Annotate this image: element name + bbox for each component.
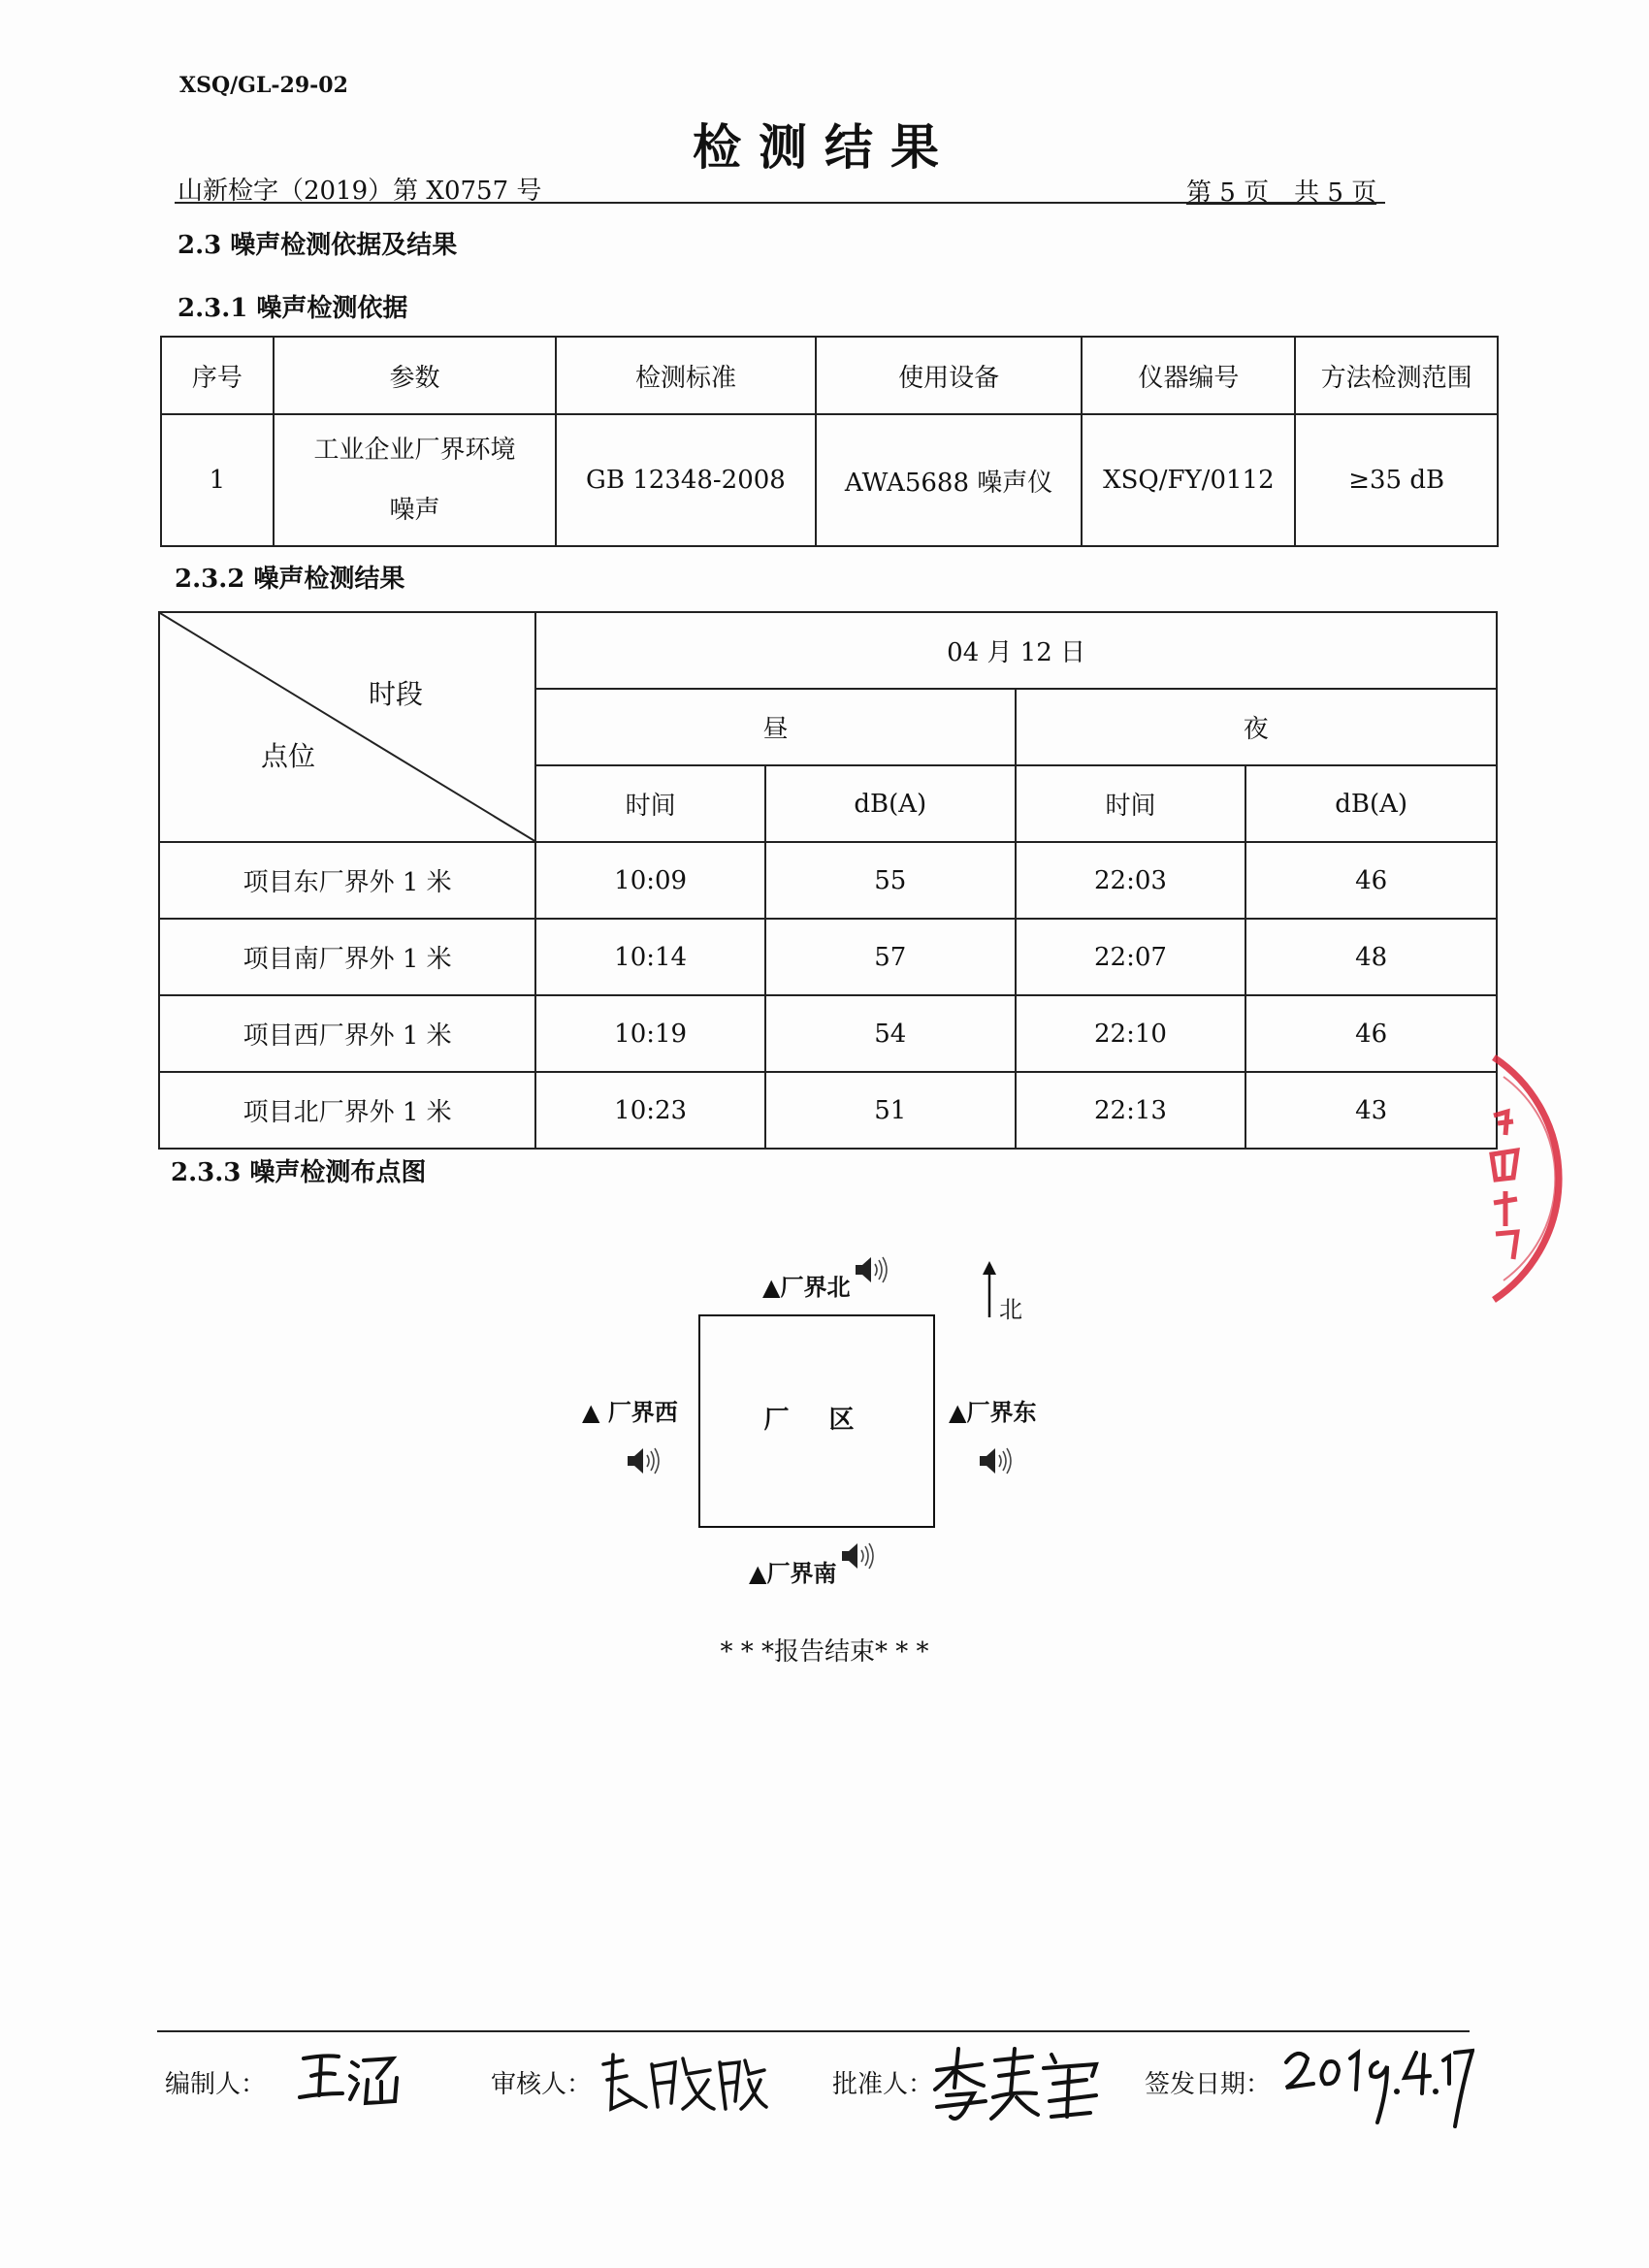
cell-point: 项目南厂界外 1 米 [159, 919, 535, 995]
cell-day-db: 57 [765, 919, 1016, 995]
cell-standard: GB 12348-2008 [556, 414, 816, 546]
reviewed-signature [594, 2045, 768, 2122]
issue-date-handwritten [1280, 2033, 1474, 2130]
section-heading-2-3-2: 2.3.2 噪声检测结果 [175, 565, 405, 594]
speaker-icon [854, 1254, 890, 1285]
table-row [159, 919, 1497, 995]
cell-night-db: 43 [1245, 1072, 1497, 1149]
section-heading-2-3-1: 2.3.1 噪声检测依据 [178, 294, 408, 323]
speaker-icon [626, 1445, 663, 1476]
table-row [159, 1072, 1497, 1149]
cell-day-db: 51 [765, 1072, 1016, 1149]
north-label: 北 [999, 1296, 1022, 1323]
report-number: 山新检字（2019）第 X0757 号 [178, 177, 542, 206]
issue-date-label: 签发日期： [1145, 2070, 1272, 2099]
north-arrow-icon [980, 1261, 999, 1319]
diagonal-divider [160, 613, 534, 841]
monitoring-point-north: ▲厂界北 [762, 1274, 851, 1301]
day-header: 昼 [535, 689, 1015, 765]
cell-equipment: AWA5688 噪声仪 [816, 414, 1083, 546]
cell-night-time: 22:13 [1016, 1072, 1246, 1149]
header-param: 参数 [274, 337, 556, 414]
monitoring-point-south: ▲厂界南 [749, 1560, 837, 1587]
reviewed-by-label: 审核人： [491, 2070, 593, 2099]
approved-signature [931, 2041, 1106, 2128]
header-instrument-no: 仪器编号 [1082, 337, 1295, 414]
section-heading-2-3-3: 2.3.3 噪声检测布点图 [171, 1158, 427, 1187]
cell-param-line2: 噪声 [389, 496, 440, 525]
monitoring-point-east: ▲厂界东 [949, 1399, 1037, 1426]
cell-night-db: 46 [1245, 842, 1497, 919]
cell-instrument-no: XSQ/FY/0112 [1082, 414, 1295, 546]
page-title: 检测结果 [693, 118, 956, 176]
cell-night-time: 22:10 [1016, 995, 1246, 1072]
section-heading-2-3: 2.3 噪声检测依据及结果 [178, 231, 458, 260]
cell-seq: 1 [161, 414, 274, 546]
cell-point: 项目北厂界外 1 米 [159, 1072, 535, 1149]
header-range: 方法检测范围 [1295, 337, 1498, 414]
cell-night-db: 46 [1245, 995, 1497, 1072]
header-seq: 序号 [161, 337, 274, 414]
speaker-icon [840, 1540, 877, 1571]
header-divider [175, 202, 1385, 204]
cell-range: ≥35 dB [1295, 414, 1498, 546]
header-standard: 检测标准 [556, 337, 816, 414]
corner-period-label: 时段 [369, 678, 424, 710]
cell-night-db: 48 [1245, 919, 1497, 995]
cell-param [274, 414, 556, 546]
night-time-header: 时间 [1016, 765, 1246, 842]
table-row [161, 414, 1498, 546]
noise-basis-table [160, 336, 1499, 547]
table-row [159, 995, 1497, 1072]
cell-day-time: 10:14 [535, 919, 765, 995]
report-end-mark: * * *报告结束* * * [720, 1637, 929, 1667]
cell-day-time: 10:09 [535, 842, 765, 919]
page-info: 第 5 页 共 5 页 [1186, 178, 1377, 208]
cell-day-db: 55 [765, 842, 1016, 919]
cell-param-line1: 工业企业厂界环境 [313, 436, 516, 465]
night-db-header: dB(A) [1245, 765, 1497, 842]
prepared-signature [296, 2045, 403, 2113]
footer-divider [157, 2030, 1470, 2032]
date-header: 04 月 12 日 [535, 612, 1497, 689]
cell-point: 项目西厂界外 1 米 [159, 995, 535, 1072]
cell-night-time: 22:03 [1016, 842, 1246, 919]
document-code: XSQ/GL-29-02 [179, 73, 348, 98]
speaker-icon [978, 1445, 1015, 1476]
cell-point: 项目东厂界外 1 米 [159, 842, 535, 919]
corner-point-label: 点位 [261, 740, 316, 772]
approved-by-label: 批准人： [832, 2070, 934, 2099]
prepared-by-label: 编制人： [165, 2070, 267, 2099]
cell-day-time: 10:23 [535, 1072, 765, 1149]
table-row [159, 842, 1497, 919]
header-equipment: 使用设备 [816, 337, 1083, 414]
cell-day-time: 10:19 [535, 995, 765, 1072]
night-header: 夜 [1016, 689, 1497, 765]
day-db-header: dB(A) [765, 765, 1016, 842]
cell-night-time: 22:07 [1016, 919, 1246, 995]
corner-header [159, 612, 535, 842]
monitoring-point-west: ▲ 厂界西 [582, 1399, 678, 1426]
company-seal-stamp [1474, 1019, 1649, 1310]
cell-day-db: 54 [765, 995, 1016, 1072]
noise-results-table [158, 611, 1498, 1150]
day-time-header: 时间 [535, 765, 765, 842]
plant-area-label: 厂 区 [763, 1406, 870, 1435]
